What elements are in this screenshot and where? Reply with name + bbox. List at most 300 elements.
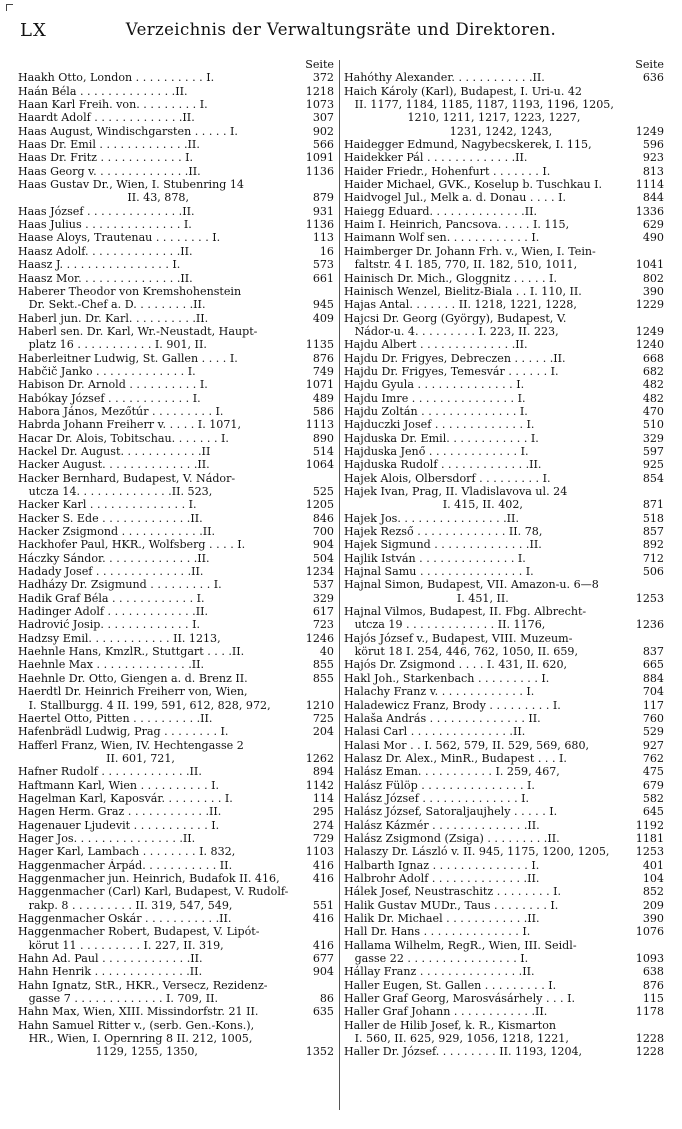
index-entry (18, 565, 334, 578)
index-entry (344, 525, 664, 538)
index-entry (18, 432, 334, 445)
entry-text: Halaša András . . . . . . . . . . . . . . II. (344, 711, 541, 725)
index-entry (344, 925, 664, 938)
index-entry (18, 792, 334, 805)
index-entry (344, 699, 664, 712)
entry-text: Haberl jun. Dr. Karl. . . . . . . . . .II. (18, 311, 209, 325)
entry-text: Hajdu Imre . . . . . . . . . . . . . . . I. (344, 391, 526, 405)
index-entry (18, 779, 334, 792)
page-reference: 1178 (635, 1005, 664, 1019)
entry-text: Haider Michael, GVK., Koselup b. Tuschkau I. (344, 178, 603, 192)
index-entry (18, 819, 334, 832)
page-reference (330, 685, 334, 698)
entry-text: Halasz Dr. Alex., MinR., Budapest . . . I. (344, 751, 567, 765)
index-entry (18, 992, 334, 1005)
index-entry (344, 752, 664, 765)
entry-text: Haasz Mor. . . . . . . . . . . . . . .II. (18, 271, 193, 285)
index-entry (18, 352, 334, 365)
index-entry (18, 138, 334, 151)
page-reference: 1253 (635, 845, 664, 859)
entry-text: rakp. 8 . . . . . . . . . II. 319, 547, 549, (18, 898, 233, 912)
index-entry (18, 1045, 334, 1058)
page-reference: 902 (312, 124, 334, 138)
page-reference (330, 739, 334, 752)
index-entry (344, 965, 664, 978)
entry-text: II. 601, 721, (18, 751, 175, 765)
index-entry (18, 739, 334, 752)
index-entry (18, 952, 334, 965)
page-reference: 1073 (305, 98, 334, 112)
entry-text: Haas August, Windischgarsten . . . . . I. (18, 124, 238, 138)
index-entry (344, 725, 664, 738)
seite-heading: Seite (635, 58, 664, 71)
page-reference: 894 (312, 765, 334, 779)
page-reference: 470 (642, 404, 664, 418)
page-reference: 416 (312, 938, 334, 952)
index-entry (18, 872, 334, 885)
index-entry (344, 632, 664, 645)
index-entry (344, 899, 664, 912)
page-reference (660, 485, 664, 498)
entry-text: faltstr. 4 I. 185, 770, II. 182, 510, 1011, (344, 258, 578, 272)
page-reference: 566 (312, 138, 334, 152)
index-entry (18, 125, 334, 138)
page-reference: 813 (642, 164, 664, 178)
page-reference: 700 (312, 525, 334, 539)
page-reference: 855 (312, 671, 334, 685)
entry-text: Hajek Alois, Olbersdorf . . . . . . . . . I. (344, 471, 551, 485)
page-reference: 506 (642, 565, 664, 579)
page-reference: 113 (312, 231, 334, 245)
page-reference: 1071 (305, 378, 334, 392)
index-entry (344, 98, 664, 111)
entry-text: 1231, 1242, 1243, (344, 124, 553, 138)
index-entry (344, 71, 664, 84)
entry-text: utcza 19 . . . . . . . . . . . . . II. 1176, (344, 618, 546, 632)
index-entry (18, 859, 334, 872)
index-entry (344, 672, 664, 685)
page-reference: 1249 (635, 124, 664, 138)
entry-text (344, 58, 631, 71)
page-reference: 844 (642, 191, 664, 205)
entry-text: Hadzsy Emil. . . . . . . . . . . . II. 1213, (18, 631, 221, 645)
entry-text: Haidvogel Jul., Melk a. d. Donau . . . . I. (344, 191, 567, 205)
entry-text: Halasi Mor . . I. 562, 579, II. 529, 569, 680, (344, 738, 590, 752)
entry-text: Haidekker Pál . . . . . . . . . . . . .II. (344, 151, 528, 165)
index-entry (18, 218, 334, 231)
index-entry (344, 805, 664, 818)
page-reference: 729 (312, 831, 334, 845)
index-entry (344, 1019, 664, 1032)
page-reference: 482 (642, 391, 664, 405)
index-entry (344, 645, 664, 658)
page-reference: 1262 (305, 751, 334, 765)
index-entry (344, 485, 664, 498)
page-reference (660, 111, 664, 124)
page-reference: 665 (642, 658, 664, 672)
entry-text: Hadházy Dr. Zsigmund . . . . . . . . . I. (18, 578, 222, 592)
entry-text: Halbrohr Adolf . . . . . . . . . . . . . .II. (344, 871, 540, 885)
index-entry (344, 685, 664, 698)
entry-text: Hajduska Dr. Emil. . . . . . . . . . . . I. (344, 431, 539, 445)
entry-text: Hagenauer Ljudevit . . . . . . . . . . . I. (18, 818, 220, 832)
entry-text: Hállay Franz . . . . . . . . . . . . . . .II. (344, 965, 535, 979)
page-reference: 1205 (305, 498, 334, 512)
entry-text: Haas Dr. Emil . . . . . . . . . . . . .II. (18, 138, 200, 152)
index-entry (18, 298, 334, 311)
page-reference: 1210 (305, 698, 334, 712)
seite-heading: Seite (305, 58, 334, 71)
index-entry (344, 378, 664, 391)
page-reference: 1076 (635, 925, 664, 939)
index-entry (18, 338, 334, 351)
index-entry (18, 472, 334, 485)
index-entry (344, 618, 664, 631)
entry-text: Hadady Josef . . . . . . . . . . . . . .II. (18, 565, 204, 579)
index-entry (344, 792, 664, 805)
index-entry (344, 325, 664, 338)
index-entry (344, 779, 664, 792)
index-entry (18, 178, 334, 191)
column-divider (339, 60, 340, 1110)
index-entry (344, 565, 664, 578)
entry-text: Haakh Otto, London . . . . . . . . . . I. (18, 71, 215, 85)
entry-text: Hadik Graf Béla . . . . . . . . . . . . I. (18, 591, 205, 605)
index-entry (18, 699, 334, 712)
index-entry (344, 552, 664, 565)
entry-text: Hajnal Samu . . . . . . . . . . . . . . . I. (344, 565, 534, 579)
page-reference: 390 (642, 284, 664, 298)
index-entry (344, 1005, 664, 1018)
index-entry (344, 512, 664, 525)
index-entry (18, 538, 334, 551)
index-entry (344, 819, 664, 832)
page-reference: 884 (642, 671, 664, 685)
page-reference: 1228 (635, 1032, 664, 1046)
entry-text: Halasi Carl . . . . . . . . . . . . . . .II. (344, 725, 526, 739)
page-reference (660, 245, 664, 258)
entry-text: gasse 22 . . . . . . . . . . . . . . . . I. (344, 952, 529, 966)
page-reference: 204 (312, 725, 334, 739)
page-reference: 117 (642, 698, 664, 712)
page-reference (330, 1032, 334, 1045)
index-entry (18, 672, 334, 685)
index-entry (18, 685, 334, 698)
page-reference: 635 (312, 1005, 334, 1019)
page-reference: 409 (312, 311, 334, 325)
index-entry (344, 205, 664, 218)
entry-text: Haas Georg v. . . . . . . . . . . . . .II. (18, 164, 201, 178)
entry-text: Habčič Janko . . . . . . . . . . . . . I. (18, 364, 196, 378)
index-entry (18, 445, 334, 458)
page-reference: 16 (319, 244, 334, 258)
page-reference: 1041 (635, 258, 664, 272)
entry-text: Haggenmacher (Carl) Karl, Budapest, V. Rudolf- (18, 885, 289, 899)
page-reference: 1113 (305, 418, 334, 432)
index-entry (18, 965, 334, 978)
index-entry (344, 392, 664, 405)
entry-text: Haas József . . . . . . . . . . . . . .II. (18, 204, 195, 218)
page-reference: 723 (312, 618, 334, 632)
entry-text: Halász Kázmér . . . . . . . . . . . . . .II. (344, 818, 540, 832)
entry-text: Haggenmacher jun. Heinrich, Budafok II. 416, (18, 871, 280, 885)
index-entry (18, 712, 334, 725)
index-entry (344, 458, 664, 471)
column-heading-row (344, 58, 664, 71)
index-entry (344, 605, 664, 618)
index-entry (18, 392, 334, 405)
entry-text: Haasz J. . . . . . . . . . . . . . . . I. (18, 258, 181, 272)
index-entry (18, 111, 334, 124)
index-entry (18, 1032, 334, 1045)
index-entry (344, 992, 664, 1005)
index-entry (18, 979, 334, 992)
page-reference: 416 (312, 871, 334, 885)
entry-text: Hahn Henrik . . . . . . . . . . . . . .II. (18, 965, 203, 979)
page-reference: 518 (642, 511, 664, 525)
entry-text: Haberer Theodor von Kremshohenstein (18, 284, 242, 298)
entry-text: Haller Graf Georg, Marosvásárhely . . . I. (344, 992, 576, 1006)
index-entry (344, 191, 664, 204)
page-reference (330, 178, 334, 191)
index-entry (18, 912, 334, 925)
entry-text: Hajek Rezső . . . . . . . . . . . . . II. 78, (344, 525, 543, 539)
page-reference: 295 (312, 805, 334, 819)
entry-text: Hajek Sigmund . . . . . . . . . . . . . .II. (344, 538, 542, 552)
entry-text: 1210, 1211, 1217, 1223, 1227, (344, 111, 581, 125)
page-reference: 537 (312, 578, 334, 592)
page-reference: 1114 (635, 178, 664, 192)
index-entry (344, 178, 664, 191)
entry-text: Halachy Franz v. . . . . . . . . . . . . I. (344, 685, 535, 699)
index-entry (18, 1019, 334, 1032)
page-reference (330, 885, 334, 898)
entry-text: Hajdu Dr. Frigyes, Temesvár . . . . . . I. (344, 364, 559, 378)
entry-text: Hajnal Simon, Budapest, VII. Amazon-u. 6—8 (344, 578, 599, 592)
entry-text: Hajnal Vilmos, Budapest, II. Fbg. Albrecht- (344, 605, 587, 619)
index-entry (344, 712, 664, 725)
index-entry (344, 418, 664, 431)
entry-text: Haller Graf Johann . . . . . . . . . . . .II. (344, 1005, 548, 1019)
entry-text: Haggenmacher Robert, Budapest, V. Lipót- (18, 925, 260, 939)
entry-text: Hajlik István . . . . . . . . . . . . . . I. (344, 551, 526, 565)
index-entry (18, 885, 334, 898)
page-reference: 514 (312, 444, 334, 458)
page-reference: 871 (642, 498, 664, 512)
page-reference: 802 (642, 271, 664, 285)
index-entry (344, 218, 664, 231)
index-entry (344, 231, 664, 244)
page-reference: 904 (312, 965, 334, 979)
page-header (0, 20, 682, 44)
index-entry (18, 151, 334, 164)
index-entry (18, 578, 334, 591)
page-reference: 1136 (305, 218, 334, 232)
entry-text: Hallama Wilhelm, RegR., Wien, III. Seidl- (344, 938, 577, 952)
page-reference: 617 (312, 605, 334, 619)
page-reference: 475 (642, 765, 664, 779)
entry-text: Hacker S. Ede . . . . . . . . . . . . .II. (18, 511, 203, 525)
page-reference (330, 925, 334, 938)
index-entry (18, 378, 334, 391)
entry-text: Haas Gustav Dr., Wien, I. Stubenring 14 (18, 178, 244, 192)
entry-text: Hager Jos. . . . . . . . . . . . . . . .II. (18, 831, 196, 845)
index-entry (344, 498, 664, 511)
index-entry (18, 98, 334, 111)
index-entry (18, 925, 334, 938)
index-entry (18, 71, 334, 84)
entry-text: Hall Dr. Hans . . . . . . . . . . . . . . I. (344, 925, 531, 939)
index-entry (18, 231, 334, 244)
index-entry (18, 205, 334, 218)
page-reference: 638 (642, 965, 664, 979)
page-reference: 749 (312, 364, 334, 378)
entry-text: Hajdu Gyula . . . . . . . . . . . . . . I. (344, 378, 525, 392)
page-reference: 529 (642, 725, 664, 739)
page-reference: 923 (642, 151, 664, 165)
page-number: LX (20, 20, 47, 41)
index-entry (344, 765, 664, 778)
index-entry (18, 765, 334, 778)
page-reference: 661 (312, 271, 334, 285)
index-entry (344, 165, 664, 178)
page-reference (330, 979, 334, 992)
entry-text: Hahn Ad. Paul . . . . . . . . . . . . .II. (18, 952, 203, 966)
index-entry (344, 872, 664, 885)
page-reference (660, 605, 664, 618)
entry-text: Hajdu Zoltán . . . . . . . . . . . . . . I. (344, 404, 528, 418)
page-reference: 1181 (635, 831, 664, 845)
entry-text: Haan Karl Freih. von. . . . . . . . . I. (18, 98, 208, 112)
entry-text: Haladewicz Franz, Brody . . . . . . . . . I. (344, 698, 561, 712)
entry-text: Habókay József . . . . . . . . . . . . I. (18, 391, 201, 405)
entry-text: Hagelman Karl, Kaposvár. . . . . . . . . I. (18, 791, 233, 805)
entry-text: I. Stallburgg. 4 II. 199, 591, 612, 828, 972, (18, 698, 271, 712)
index-entry (344, 472, 664, 485)
page-reference: 596 (642, 138, 664, 152)
page-reference: 416 (312, 912, 334, 925)
entry-text: Hakl Joh., Starkenbach . . . . . . . . . I. (344, 671, 550, 685)
entry-text: I. 415, II. 402, (344, 498, 523, 512)
index-entry (344, 151, 664, 164)
entry-text: Haggenmacher Árpád. . . . . . . . . . . II. (18, 858, 233, 872)
entry-text: Hafenbrädl Ludwig, Prag . . . . . . . . I. (18, 725, 229, 739)
page-reference: 307 (312, 111, 334, 125)
entry-text: Haerdtl Dr. Heinrich Freiherr von, Wien, (18, 685, 248, 699)
page-reference: 762 (642, 751, 664, 765)
entry-text: Hahn Samuel Ritter v., (serb. Gen.-Kons.), (18, 1018, 255, 1032)
page-reference: 597 (642, 444, 664, 458)
page-title: Verzeichnis der Verwaltungsräte und Direktoren. (125, 20, 557, 39)
right-column (344, 58, 664, 1059)
page-reference (660, 578, 664, 591)
entry-text: Hagen Herm. Graz . . . . . . . . . . . .II. (18, 805, 222, 819)
page-reference: 679 (642, 778, 664, 792)
page-reference: 1142 (305, 778, 334, 792)
entry-text: gasse 7 . . . . . . . . . . . . . I. 709, II. (18, 992, 218, 1006)
page-reference: 489 (312, 391, 334, 405)
page-reference: 1336 (635, 204, 664, 218)
index-entry (344, 912, 664, 925)
index-entry (344, 272, 664, 285)
entry-text: Hajdu Albert . . . . . . . . . . . . . .II. (344, 338, 528, 352)
entry-text: Haehnle Hans, KmzlR., Stuttgart . . . .II. (18, 645, 245, 659)
page-reference: 390 (642, 912, 664, 925)
entry-text: Hahn Max, Wien, XIII. Missindorfstr. 21 II. (18, 1005, 259, 1019)
index-entry (18, 165, 334, 178)
index-entry (18, 258, 334, 271)
index-entry (18, 272, 334, 285)
page-reference (660, 312, 664, 325)
entry-text: Hajós Dr. Zsigmond . . . . I. 431, II. 620, (344, 658, 568, 672)
index-entry (18, 498, 334, 511)
entry-text: Hackel Dr. August. . . . . . . . . . . .II (18, 444, 211, 458)
page-reference: 846 (312, 511, 334, 525)
entry-text: Hajdu Dr. Frigyes, Debreczen . . . . . .II. (344, 351, 566, 365)
index-entry (344, 1045, 664, 1058)
index-entry (344, 445, 664, 458)
page-reference: 712 (642, 551, 664, 565)
entry-text: Hainisch Wenzel, Bielitz-Biala . . I. 110, II. (344, 284, 582, 298)
page-reference: 1103 (305, 845, 334, 859)
index-entry (344, 939, 664, 952)
page-reference: 925 (642, 458, 664, 472)
entry-text: Haase Aloys, Trautenau . . . . . . . . I. (18, 231, 221, 245)
page-reference: 114 (312, 791, 334, 805)
index-entry (18, 752, 334, 765)
index-entry (344, 1032, 664, 1045)
page-reference: 876 (642, 978, 664, 992)
entry-text: Haider Friedr., Hohenfurt . . . . . . . I. (344, 164, 551, 178)
index-entry (344, 979, 664, 992)
entry-text: HR., Wien, I. Opernring 8 II. 212, 1005, (18, 1032, 253, 1046)
index-entry (18, 325, 334, 338)
page-reference: 1093 (635, 952, 664, 966)
page-reference: 573 (312, 258, 334, 272)
entry-text: Hajduska Rudolf . . . . . . . . . . . . .II. (344, 458, 542, 472)
entry-text: Halász József . . . . . . . . . . . . . . I. (344, 791, 530, 805)
entry-text: Haberleitner Ludwig, St. Gallen . . . . I. (18, 351, 238, 365)
index-entry (18, 592, 334, 605)
page-reference: 931 (312, 204, 334, 218)
entry-text: Hadrović Josip. . . . . . . . . . . . . I. (18, 618, 200, 632)
index-entry (18, 485, 334, 498)
entry-text: utcza 14. . . . . . . . . . . . . .II. 523, (18, 485, 213, 498)
page-reference: 857 (642, 525, 664, 539)
page-reference (660, 98, 664, 111)
index-entry (18, 405, 334, 418)
index-entry (344, 859, 664, 872)
page-reference: 115 (642, 992, 664, 1006)
left-column (18, 58, 334, 1059)
entry-text: II. 43, 878, (18, 191, 190, 205)
index-entry (344, 739, 664, 752)
entry-text: Habora János, Mezőtúr . . . . . . . . . I. (18, 404, 224, 418)
entry-text: Hálek Josef, Neustraschitz . . . . . . . . I. (344, 885, 562, 899)
index-entry (344, 952, 664, 965)
entry-text: Haller Dr. József. . . . . . . . . II. 1193, 1204, (344, 1045, 583, 1059)
entry-text: Hadinger Adolf . . . . . . . . . . . . .II. (18, 605, 209, 619)
index-entry (344, 432, 664, 445)
index-entry (344, 138, 664, 151)
page-reference (330, 472, 334, 485)
page-reference: 677 (312, 952, 334, 966)
entry-text: Haidegger Edmund, Nagybecskerek, I. 115, (344, 138, 592, 152)
entry-text: Hafferl Franz, Wien, IV. Hechtengasse 2 (18, 738, 244, 752)
page-reference: 1135 (305, 338, 334, 352)
page-reference: 1249 (635, 324, 664, 338)
page-reference: 854 (642, 471, 664, 485)
